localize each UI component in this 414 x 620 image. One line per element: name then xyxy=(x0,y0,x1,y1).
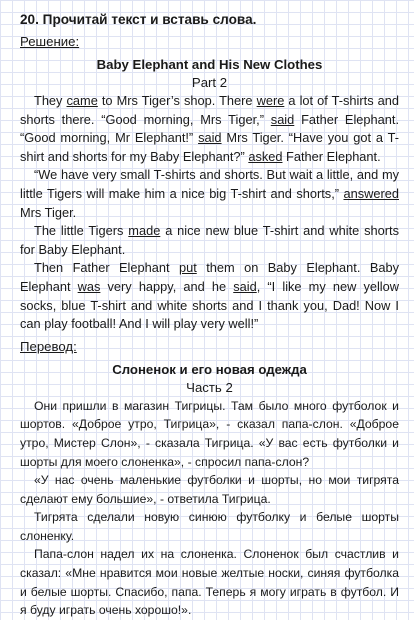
russian-title: Слоненок и его новая одежда xyxy=(112,361,307,377)
russian-paragraph-4 xyxy=(20,545,399,619)
russian-paragraph-1 xyxy=(20,397,399,471)
text-run: a lot of T-shirts and shorts there. “Good morning, Mrs Tiger,” xyxy=(20,93,399,127)
inserted-word: were xyxy=(256,93,285,108)
text-run: them on Baby Elephant. Baby Elephant xyxy=(20,260,400,294)
english-paragraph-1 xyxy=(20,92,399,166)
inserted-word: said xyxy=(198,130,222,146)
russian-paragraph-2 xyxy=(20,471,399,508)
inserted-word: put xyxy=(178,260,197,276)
text-run: “We have very small T-shirts and shorts. But wait a little, and my little Tigers will make him a nice big T-shirt and shorts,” xyxy=(20,167,399,201)
inserted-word: said xyxy=(270,111,295,127)
russian-section xyxy=(20,360,399,620)
inserted-word: came xyxy=(66,93,98,108)
text-run: Mrs Tiger. xyxy=(20,204,77,220)
english-paragraph-4 xyxy=(20,259,399,333)
text-run: , “I like my new yellow socks, blue T-shirt and white shorts and I thank you, Dad! Now I can play football! And I will play very well!” xyxy=(20,278,399,332)
task-heading: 20. Прочитай текст и вставь слова. xyxy=(20,12,257,27)
inserted-word: made xyxy=(128,223,161,239)
text-run: Then Father Elephant xyxy=(34,260,179,276)
russian-paragraph-3 xyxy=(20,508,399,545)
english-title: Baby Elephant and His New Clothes xyxy=(96,57,323,72)
english-part: Part 2 xyxy=(191,75,228,90)
english-paragraph-3 xyxy=(20,222,399,259)
text-run: Папа-слон надел их на слоненка. Слоненок был счастлив и сказал: «Мне нравится мои новые желтые носки, синяя футболка и белые шорты. Спасибо, папа. Теперь я могу играть в футбол. И я буду играть очень хорошо!». xyxy=(20,547,399,618)
inserted-word: said xyxy=(233,278,257,294)
solution-label: Решение: xyxy=(20,34,80,49)
inserted-word: was xyxy=(77,278,101,294)
text-run: «У нас очень маленькие футболки и шорты, но мои тигрята сделают ему большие», - ответила Тигрица. xyxy=(20,473,399,506)
text-run: Они пришли в магазин Тигрицы. Там было много футболок и шортов. «Доброе утро, Тигрица», - сказал папа-слон. «Доброе утро, Мистер Слон», - сказала Тигрица. «У вас есть футболки и шорты для моего слоненка», - спросил папа-слон? xyxy=(20,398,399,469)
text-run: very happy, and he xyxy=(100,278,234,294)
text-run: Father Elephant. “Good morning, Mr Elephant!” xyxy=(20,111,400,146)
inserted-word: answered xyxy=(343,185,399,201)
russian-part: Часть 2 xyxy=(186,379,233,395)
text-run: Тигрята сделали новую синюю футболку и белые шорты слоненку. xyxy=(20,510,399,543)
text-run: Father Elephant. xyxy=(282,148,381,164)
text-run: The little Tigers xyxy=(34,223,129,239)
text-run: a nice new blue T-shirt and white shorts for Baby Elephant. xyxy=(20,223,399,257)
translation-label: Перевод: xyxy=(20,338,77,354)
text-run: to Mrs Tiger’s shop. There xyxy=(97,93,257,108)
inserted-word: asked xyxy=(248,148,283,164)
english-paragraph-2 xyxy=(20,166,399,222)
text-run: Mrs Tiger. “Have you got a T-shirt and shorts for my Baby Elephant?” xyxy=(20,130,399,164)
english-section xyxy=(20,55,399,334)
text-run: They xyxy=(34,93,67,108)
